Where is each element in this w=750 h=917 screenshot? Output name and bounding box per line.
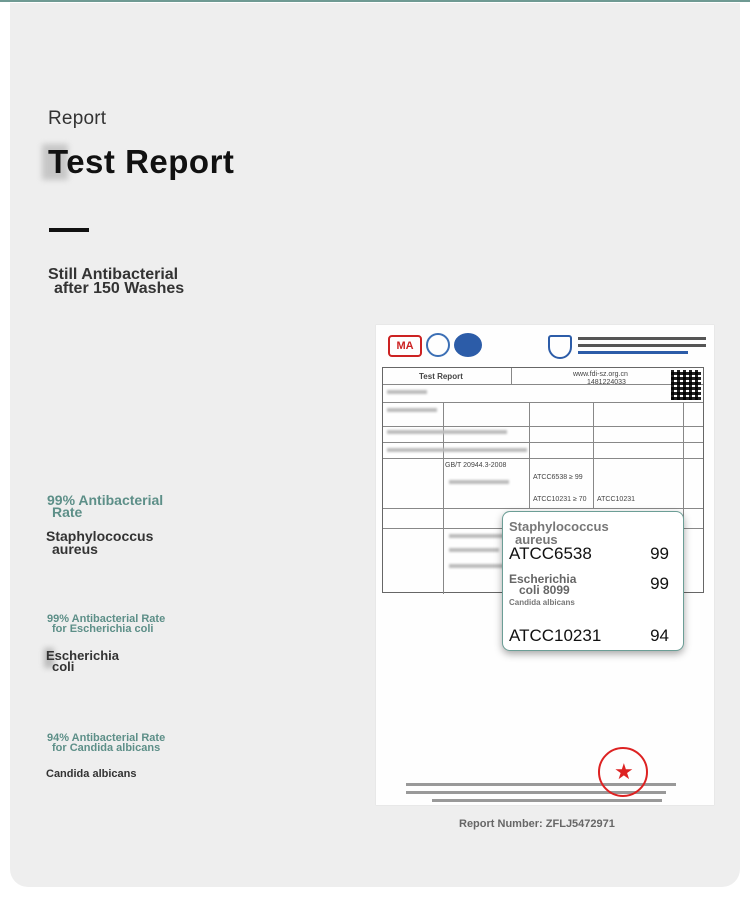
results-callout (502, 511, 684, 651)
strain-c-requirement: ATCC10231 ≥ 70 (533, 496, 587, 503)
certificate-logos (388, 333, 708, 363)
verify-code: 1481224033 (587, 379, 626, 386)
callout-strain-atcc6538: ATCC6538 (509, 544, 592, 563)
callout-organism-escherichia (509, 574, 576, 596)
page-title: Test Report (48, 143, 235, 180)
table-title: Test Report (419, 372, 463, 381)
callout-strain-atcc10231: ATCC10231 (509, 626, 602, 645)
rate-escherichia (47, 614, 165, 634)
callout-org1-line1: Staphylococcus (509, 519, 609, 534)
rate-staphylococcus (47, 494, 163, 518)
organism-line2: aureus (52, 541, 98, 557)
organism-line1: Candida albicans (46, 768, 137, 780)
callout-org2-line2: coli 8099 (519, 583, 570, 597)
rate-line2: for Candida albicans (52, 742, 161, 754)
top-accent-line (0, 0, 750, 2)
headline (48, 268, 184, 296)
organism-line1: Staphylococcus (46, 528, 154, 544)
callout-value-escherichia: 99 (650, 574, 669, 593)
organism-candida (46, 768, 136, 780)
qr-code-icon (671, 370, 701, 400)
test-standard: GB/T 20944.3-2008 (445, 462, 507, 469)
cnas-logo-icon (454, 333, 482, 357)
test-report-certificate (376, 325, 714, 805)
uts-logo-icon (548, 335, 572, 359)
rate-candida (47, 733, 165, 753)
rate-line1: 99% Antibacterial (47, 492, 164, 508)
rate-line1: 94% Antibacterial Rate (47, 732, 166, 744)
verify-url: www.fdi-sz.org.cn (573, 371, 628, 378)
title-divider (49, 228, 89, 232)
headline-line1: Still Antibacterial (48, 266, 179, 283)
ilac-logo-icon (426, 333, 450, 357)
report-number: Report Number: ZFLJ5472971 (459, 818, 615, 830)
callout-value-staphylococcus: 99 (650, 544, 669, 563)
strain-c-result: ATCC10231 (597, 496, 636, 503)
organism-staphylococcus (46, 530, 153, 556)
callout-org2-line1: Escherichia (509, 572, 577, 586)
rate-line1: 99% Antibacterial Rate (47, 613, 166, 625)
organism-line1: Escherichia (46, 648, 119, 663)
headline-line2: after 150 Washes (54, 280, 185, 297)
section-eyebrow: Report (48, 108, 107, 129)
rate-line2: Rate (52, 504, 83, 520)
official-seal-icon (598, 747, 648, 797)
callout-organism-candida: Candida albicans (509, 598, 575, 607)
strain-a-requirement: ATCC6538 ≥ 99 (533, 474, 583, 481)
callout-org1-line2: aureus (515, 532, 558, 547)
callout-value-candida: 94 (650, 626, 669, 645)
rate-line2: for Escherichia coli (52, 623, 154, 635)
callout-organism-staphylococcus (509, 520, 609, 546)
organism-line2: coli (52, 659, 75, 674)
organism-escherichia (46, 650, 119, 672)
institute-name-lines (578, 337, 706, 358)
cma-logo-icon: MA (388, 335, 422, 357)
